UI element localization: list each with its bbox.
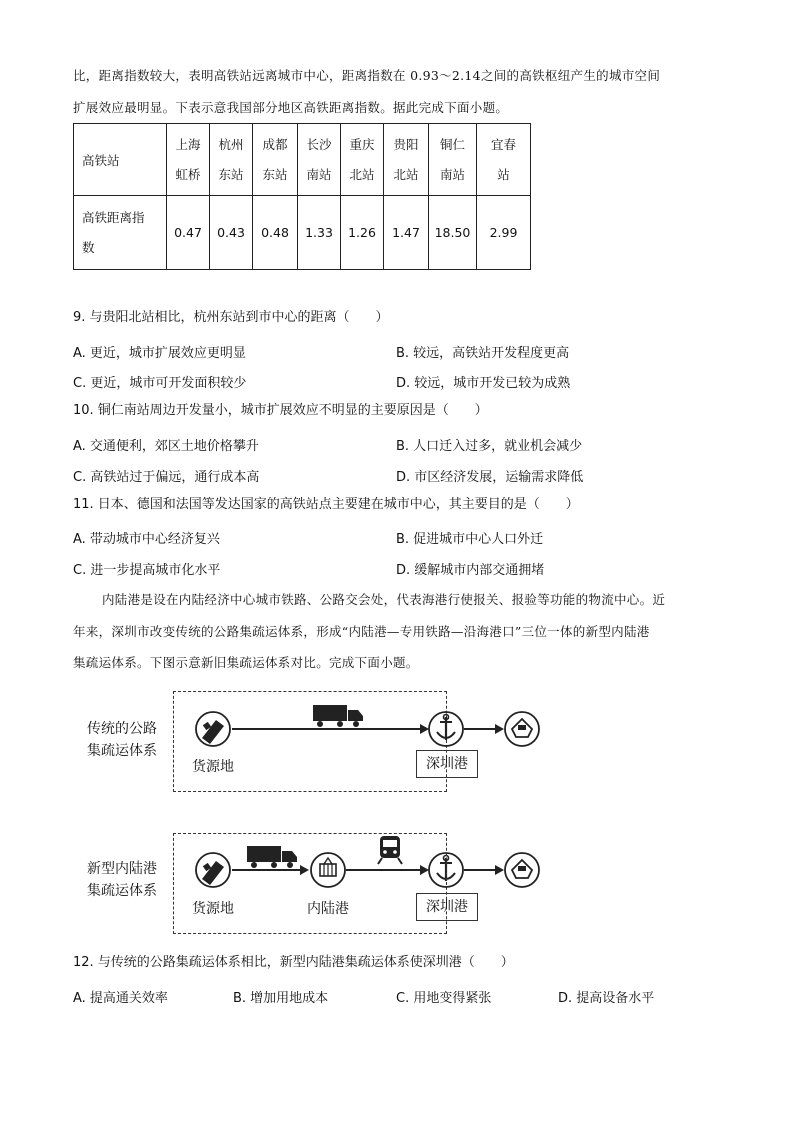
- question-10-stem: 10. 铜仁南站周边开发量小，城市扩展效应不明显的主要原因是（ ）: [73, 403, 488, 418]
- question-9-option-b[interactable]: B. 较远，高铁站开发程度更高: [396, 346, 570, 361]
- ship-icon: [505, 712, 539, 746]
- question-10-option-a[interactable]: A. 交通便利，郊区土地价格攀升: [73, 439, 259, 454]
- table-cell-station: 贵阳 北站: [384, 124, 429, 196]
- question-12-option-c[interactable]: C. 用地变得紧张: [396, 991, 492, 1006]
- new-system-box: [173, 833, 447, 934]
- table-cell-value: 2.99: [477, 196, 531, 270]
- table-cell-value: 1.33: [298, 196, 341, 270]
- table-cell-station: 宜春 站: [477, 124, 531, 196]
- table-cell-station: 铜仁 南站: [429, 124, 477, 196]
- source-label: 货源地: [192, 759, 234, 775]
- question-12-stem: 12. 与传统的公路集疏运体系相比，新型内陆港集疏运体系使深圳港（ ）: [73, 955, 514, 970]
- table-cell-value: 0.43: [210, 196, 253, 270]
- table-cell-value: 18.50: [429, 196, 477, 270]
- question-12-option-a[interactable]: A. 提高通关效率: [73, 991, 168, 1006]
- table-cell-station: 杭州 东站: [210, 124, 253, 196]
- intro-line-2: 扩展效应最明显。下表示意我国部分地区高铁距离指数。据此完成下面小题。: [73, 100, 509, 115]
- anchor-icon: [429, 712, 463, 746]
- passage-2-line-3: 集疏运体系。下图示意新旧集疏运体系对比。完成下面小题。: [73, 655, 419, 670]
- question-11-option-a[interactable]: A. 带动城市中心经济复兴: [73, 532, 220, 547]
- source-label-new: 货源地: [192, 901, 234, 917]
- question-10-option-c[interactable]: C. 高铁站过于偏远，通行成本高: [73, 470, 260, 485]
- table-cell-value: 1.26: [341, 196, 384, 270]
- intro-line-1: 比，距离指数较大，表明高铁站远离城市中心，距离指数在 0.93～2.14之间的高铁枢纽产生的城市空间: [73, 68, 661, 83]
- question-12-option-d[interactable]: D. 提高设备水平: [558, 991, 655, 1006]
- ship-icon-new: [505, 853, 539, 887]
- table-cell-station: 成都 东站: [253, 124, 298, 196]
- passage-2-line-2: 年来，深圳市改变传统的公路集疏运体系，形成“内陆港—专用铁路—沿海港口”三位一体的新型内陆港: [73, 624, 650, 639]
- question-11-option-c[interactable]: C. 进一步提高城市化水平: [73, 563, 221, 578]
- question-11-stem: 11. 日本、德国和法国等发达国家的高铁站点主要建在城市中心，其主要目的是（ ）: [73, 497, 579, 512]
- table-header-index: 高铁距离指 数: [74, 196, 167, 270]
- traditional-system-label: 传统的公路 集疏运体系: [87, 721, 157, 759]
- new-system-label: 新型内陆港 集疏运体系: [87, 861, 157, 899]
- question-9-option-c[interactable]: C. 更近，城市可开发面积较少: [73, 376, 247, 391]
- table-cell-station: 重庆 北站: [341, 124, 384, 196]
- table-cell-station: 长沙 南站: [298, 124, 341, 196]
- table-cell-station: 上海 虹桥: [167, 124, 210, 196]
- question-9-option-d[interactable]: D. 较远，城市开发已较为成熟: [396, 376, 571, 391]
- shenzhen-port-label-new: 深圳港: [416, 893, 478, 921]
- question-9-option-a[interactable]: A. 更近，城市扩展效应更明显: [73, 346, 246, 361]
- question-12-option-b[interactable]: B. 增加用地成本: [233, 991, 329, 1006]
- shenzhen-port-label: 深圳港: [416, 750, 478, 778]
- question-10-option-b[interactable]: B. 人口迁入过多，就业机会减少: [396, 439, 583, 454]
- table-header-station: 高铁站: [74, 124, 167, 196]
- table-cell-value: 0.48: [253, 196, 298, 270]
- passage-2-line-1: 内陆港是设在内陆经济中心城市铁路、公路交会处，代表海港行使报关、报验等功能的物流中心。近: [102, 592, 666, 607]
- truck-icon: [313, 705, 363, 727]
- cargo-icon: [196, 712, 230, 746]
- question-9-stem: 9. 与贵阳北站相比，杭州东站到市中心的距离（ ）: [73, 310, 389, 325]
- question-11-option-d[interactable]: D. 缓解城市内部交通拥堵: [396, 563, 545, 578]
- table-cell-value: 0.47: [167, 196, 210, 270]
- table-cell-value: 1.47: [384, 196, 429, 270]
- question-11-option-b[interactable]: B. 促进城市中心人口外迁: [396, 532, 544, 547]
- inland-port-label: 内陆港: [307, 901, 349, 917]
- question-10-option-d[interactable]: D. 市区经济发展，运输需求降低: [396, 470, 584, 485]
